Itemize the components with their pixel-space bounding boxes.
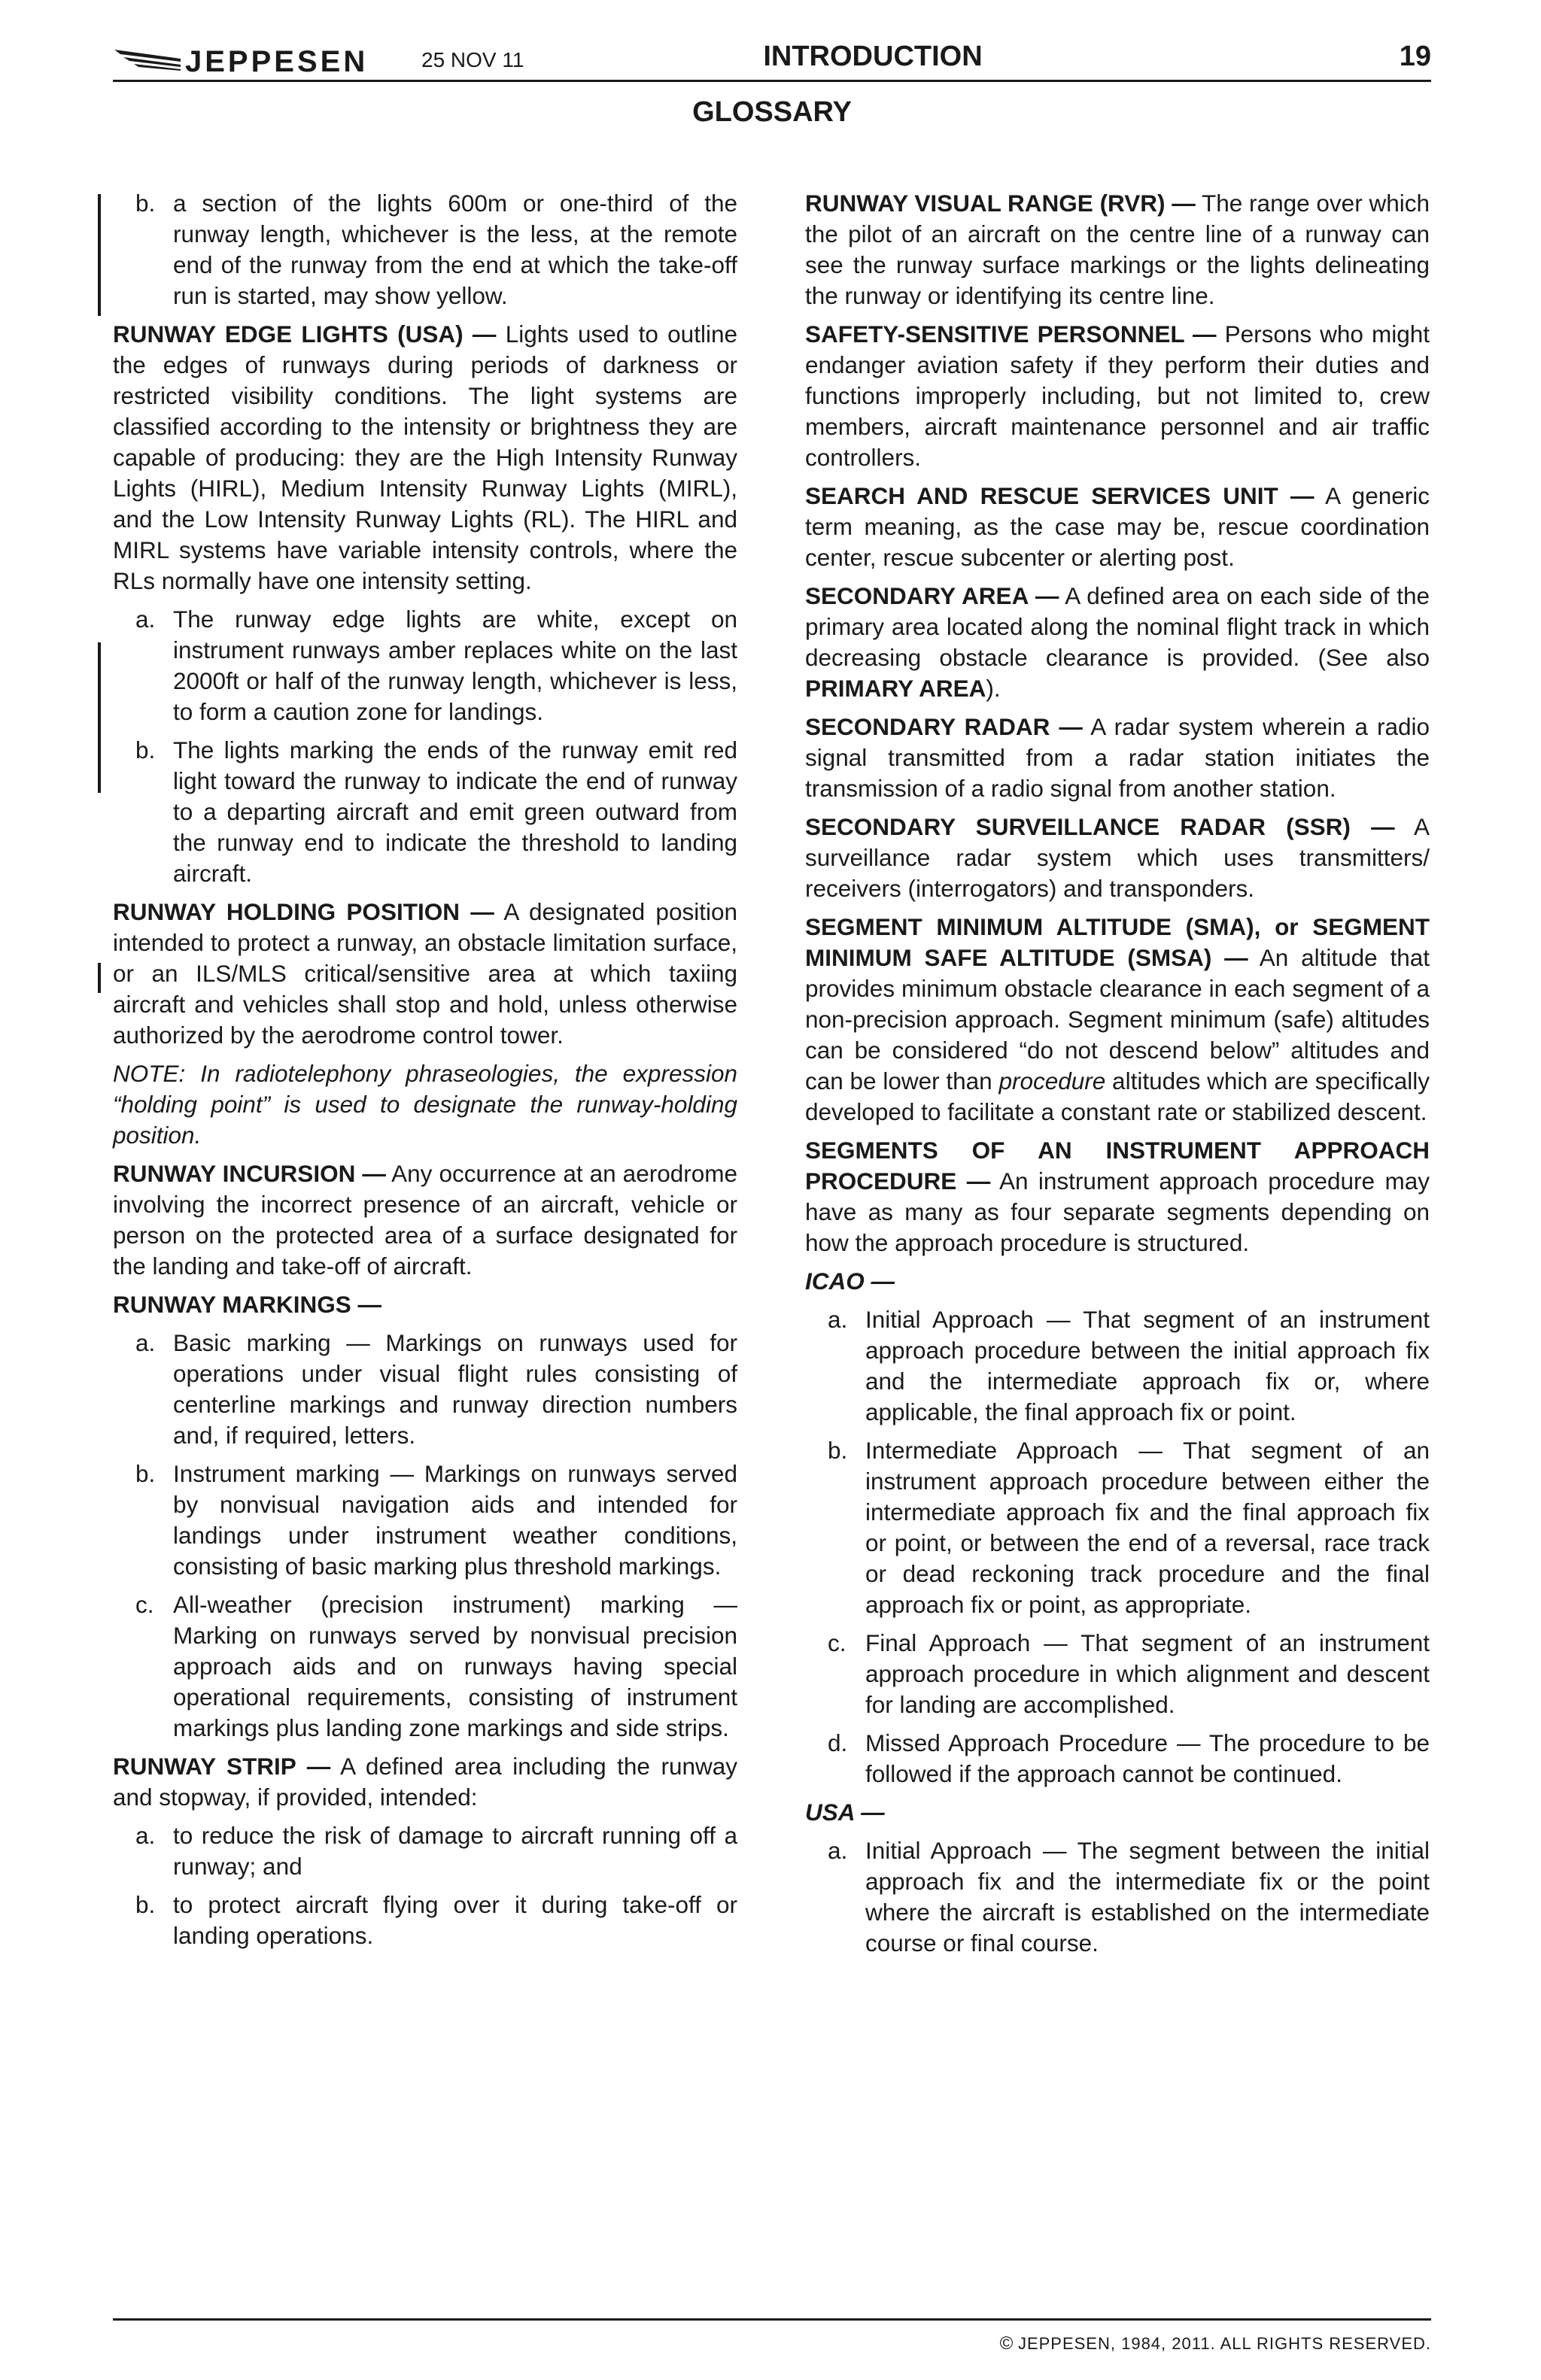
glossary-term: SECONDARY RADAR —: [805, 713, 1083, 740]
swoosh-icon: [113, 42, 182, 72]
jeppesen-logo: [113, 42, 391, 78]
list-item: a. Initial Approach — That segment of an instrument approach procedure between the initial approach fix and the intermediate approach fix or, where applicable, the final approach fix or point.: [828, 1306, 1430, 1425]
glossary-term: SEGMENT MINIMUM ALTITUDE (SMA), or SEGMENT MINIMUM SAFE ALTITUDE (SMSA) —: [805, 913, 1430, 971]
glossary-entry: RUNWAY INCURSION — Any occurrence at an aerodrome involving the incorrect presence of an aircraft, vehicle or person on the protected area of a surface designated for the landing and take-off of aircraft.: [113, 1160, 738, 1280]
list-item: b. Instrument marking — Markings on runways served by nonvisual navigation aids and intended for landings under instrument weather conditions, consisting of basic marking plus threshold markings.: [135, 1460, 737, 1580]
glossary-term: SECONDARY AREA —: [805, 582, 1059, 609]
glossary-term: SECONDARY SURVEILLANCE RADAR (SSR) —: [805, 813, 1395, 840]
copyright-text: JEPPESEN, 1984, 2011. ALL RIGHTS RESERVED.: [1017, 2334, 1431, 2353]
page-header: [113, 38, 1431, 83]
glossary-entry: SECONDARY AREA — A defined area on each side of the primary area located along the nominal flight track in which decreasing obstacle clearance is provided. (See also PRIMARY AREA).: [805, 582, 1430, 702]
page-number: 19: [1399, 41, 1431, 72]
list-item: c. All-weather (precision instrument) marking — Marking on runways served by nonvisual precision approach aids and on runways having special operational requirements, consisting of instrument markings plus landing zone markings and side strips.: [135, 1591, 737, 1741]
revision-date: 25 NOV 11: [421, 48, 524, 71]
glossary-term: RUNWAY MARKINGS —: [113, 1291, 382, 1318]
change-bar: [98, 642, 101, 793]
brand-name: JEPPESEN: [185, 45, 369, 78]
page-subtitle: GLOSSARY: [692, 96, 852, 128]
list-item: b. to protect aircraft flying over it during take-off or landing operations.: [135, 1891, 737, 1949]
glossary-term: SAFETY-SENSITIVE PERSONNEL —: [805, 320, 1217, 348]
copyright-symbol: ©: [999, 2333, 1014, 2354]
glossary-entry: RUNWAY VISUAL RANGE (RVR) — The range over which the pilot of an aircraft on the centre line of a runway can see the runway surface markings or the lights delineating the runway or identifying its centre line.: [805, 190, 1430, 309]
glossary-entry: RUNWAY HOLDING POSITION — A designated position intended to protect a runway, an obstacle limitation surface, or an ILS/MLS critical/sensitive area at which taxiing aircraft and vehicles shall stop and hold, unless otherwise authorized by the aerodrome control tower.: [113, 898, 738, 1049]
subheading-icao: ICAO —: [805, 1267, 895, 1295]
glossary-entry: SEARCH AND RESCUE SERVICES UNIT — A generic term meaning, as the case may be, rescue coordination center, rescue subcenter or alerting post.: [805, 482, 1430, 571]
list-item: b. The lights marking the ends of the runway emit red light toward the runway to indicate the end of runway to a departing aircraft and emit green outward from the runway end to indicate the threshold to landing aircraft.: [135, 736, 737, 887]
glossary-entry: RUNWAY STRIP — A defined area including the runway and stopway, if provided, intended:: [113, 1753, 738, 1811]
list-item: a. The runway edge lights are white, except on instrument runways amber replaces white on the last 2000ft or half of the runway length, whichever is less, to form a caution zone for landings.: [135, 606, 737, 725]
section-title: INTRODUCTION: [763, 41, 983, 72]
glossary-entry: RUNWAY EDGE LIGHTS (USA) — Lights used to outline the edges of runways during periods of darkness or restricted visibility conditions. The light systems are classified according to the intensity or brightness they are capable of producing: they are the High Intensity Runway Lights (HIRL), Medium Intensity Runway Lights (MIRL), and the Low Intensity Runway Lights (RL). The HIRL and MIRL systems have variable intensity controls, where the RLs normally have one intensity setting.: [113, 320, 737, 594]
glossary-entry: SEGMENTS OF AN INSTRUMENT APPROACH PROCEDURE — An instrument approach procedure may have as many as four separate segments depending on how the approach procedure is structured.: [805, 1137, 1430, 1256]
footer-rule: [113, 2318, 1431, 2321]
note: NOTE: In radiotelephony phraseologies, the expression “holding point” is used to designate the runway-holding position.: [113, 1060, 737, 1149]
change-bar: [98, 194, 101, 316]
glossary-term: RUNWAY INCURSION —: [113, 1160, 386, 1187]
glossary-term: RUNWAY VISUAL RANGE (RVR) —: [805, 190, 1196, 217]
list-item: d. Missed Approach Procedure — The procedure to be followed if the approach cannot be continued.: [828, 1729, 1430, 1787]
subheading-usa: USA —: [805, 1799, 885, 1826]
glossary-entry: SEGMENT MINIMUM ALTITUDE (SMA), or SEGMENT MINIMUM SAFE ALTITUDE (SMSA) — An altitude that provides minimum obstacle clearance in each segment of a non-precision approach. Segment minimum (safe) altitudes can be considered “do not descend below” altitudes and can be lower than procedure altitudes which are specifically developed to facilitate a constant rate or stabilized descent.: [805, 913, 1430, 1125]
list-item: a. Basic marking — Markings on runways used for operations under visual flight rules consisting of centerline markings and runway direction numbers and, if required, letters.: [135, 1329, 737, 1449]
copyright-notice: [1000, 2333, 1431, 2354]
glossary-term: SEGMENTS OF AN INSTRUMENT APPROACH PROCEDURE —: [805, 1137, 1430, 1195]
list-item: b. Intermediate Approach — That segment of an instrument approach procedure between either the intermediate approach fix and the final approach fix or point, or between the end of a reversal, race track or dead reckoning track procedure and the final approach fix or point, as appropriate.: [828, 1437, 1430, 1618]
list-item: a. Initial Approach — The segment between the initial approach fix and the intermediate fix or the point where the aircraft is established on the intermediate course or final course.: [828, 1837, 1430, 1957]
glossary-entry: [113, 1289, 737, 1320]
glossary-term: RUNWAY HOLDING POSITION —: [113, 898, 494, 925]
list-item: b. a section of the lights 600m or one-third of the runway length, whichever is the less, at the remote end of the runway from the end at which the take-off run is started, may show yellow.: [135, 190, 737, 309]
list-item: a. to reduce the risk of damage to aircraft running off a runway; and: [135, 1822, 737, 1880]
cross-reference: PRIMARY AREA: [805, 675, 986, 702]
glossary-term: SEARCH AND RESCUE SERVICES UNIT —: [805, 482, 1315, 509]
list-item: c. Final Approach — That segment of an instrument approach procedure in which alignment and descent for landing are accomplished.: [828, 1629, 1430, 1718]
glossary-term: RUNWAY STRIP —: [113, 1753, 331, 1780]
change-bar: [98, 963, 101, 993]
glossary-term: RUNWAY EDGE LIGHTS (USA) —: [113, 320, 497, 348]
glossary-entry: SAFETY-SENSITIVE PERSONNEL — Persons who might endanger aviation safety if they perform their duties and functions improperly including, but not limited to, crew members, aircraft maintenance personnel and air traffic controllers.: [805, 320, 1430, 471]
left-column: [113, 188, 737, 1959]
glossary-entry: SECONDARY RADAR — A radar system wherein a radio signal transmitted from a radar station initiates the transmission of a radio signal from another station.: [805, 713, 1430, 802]
right-column: [805, 188, 1430, 1966]
header-rule: [113, 80, 1431, 82]
glossary-entry: SECONDARY SURVEILLANCE RADAR (SSR) — A surveillance radar system which uses transmitters/ receivers (interrogators) and transponders.: [805, 813, 1430, 902]
